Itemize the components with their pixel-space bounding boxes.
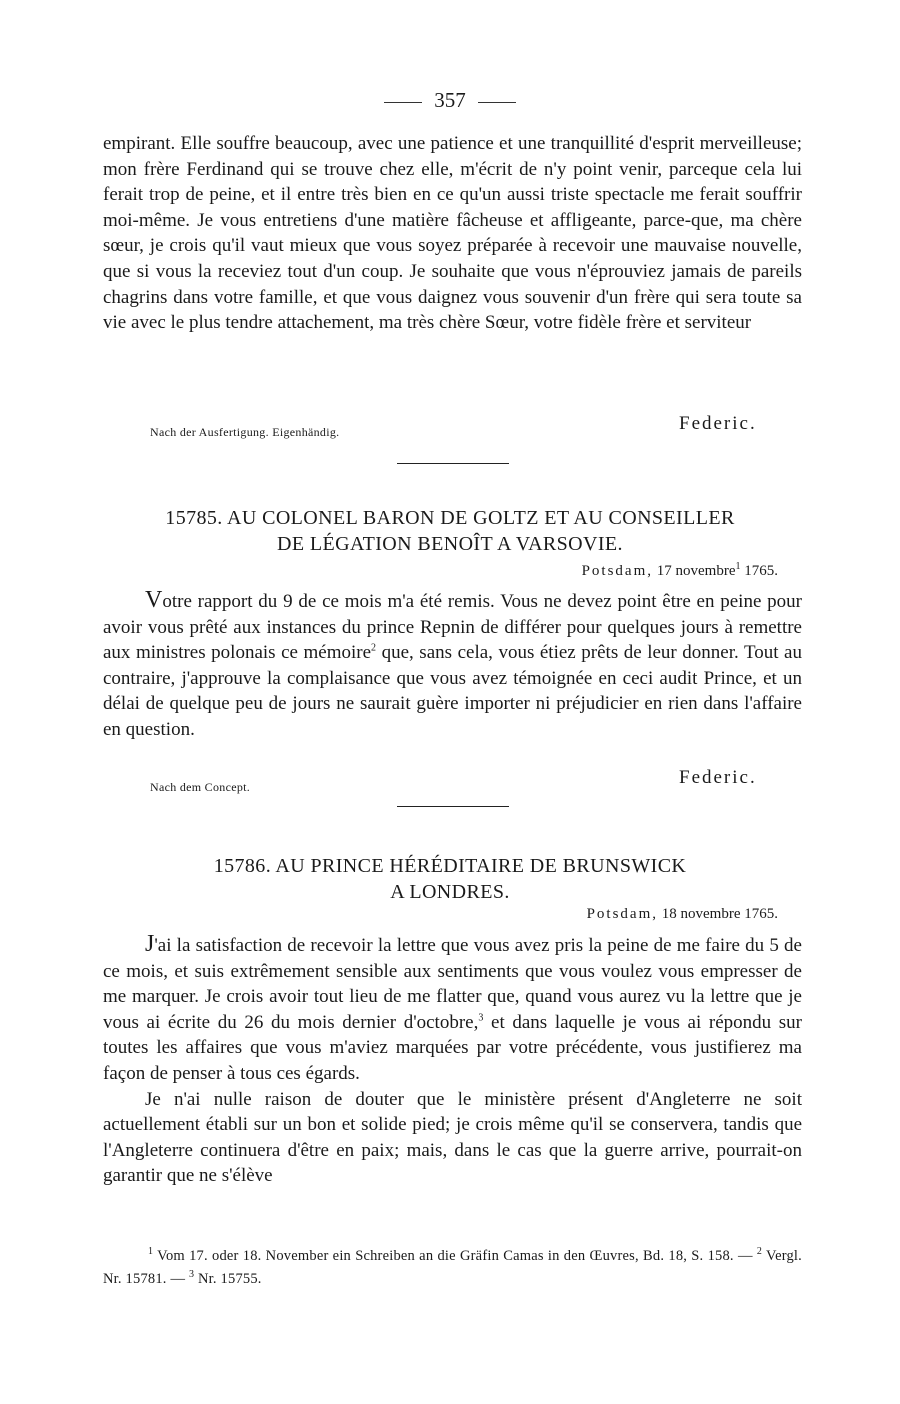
letter-15786-heading bbox=[0, 853, 900, 905]
letter-15786-para1-a: 'ai la satisfaction de recevoir la lettre que vous avez pris la peine de me faire du 5 de ce mois, et suis extrêmement sensible aux sentiments que vous voulez vous empresser de me marquer. Je crois avoir tout lieu de me flatter que, quand vous aurez vu la lettre que je vous ai écrite du 26 du mois dernier d'octobre, bbox=[103, 935, 802, 1033]
continuation-text: empirant. Elle souffre beaucoup, avec une patience et une tranquillité d'esprit merveilleuse; mon frère Ferdinand qui se trouve chez elle, m'écrit de n'y point venir, parceque cela lui ferait trop de peine, et il entre très bien en ce qu'un aussi triste spectacle me ferait souffrir moi-même. Je vous entretiens d'une matière fâcheuse et affligeante, parce-que, ma chère sœur, je crois qu'il vaut mieux que vous soyez préparée à recevoir une mauvaise nouvelle, que si vous la receviez tout d'un coup. Je souhaite que vous n'éprouviez jamais de pareils chagrins dans votre famille, et que vous daignez vous souvenir d'un frère qui sera toute sa vie avec le plus tendre attachement, ma très chère Sœur, votre fidèle frère et serviteur bbox=[103, 133, 802, 334]
letter-15786-date-place: Potsdam, bbox=[586, 906, 659, 922]
letter-15786-para1-b: et dans laquelle je vous ai répondu sur toutes les affaires que vous m'aviez marquées par votre précédente, vous justifierez ma façon de penser à tous ces égards. bbox=[103, 1011, 802, 1084]
letter-15786-dateline bbox=[587, 906, 778, 923]
section-divider bbox=[397, 806, 509, 807]
letter-15786-paragraph-2: Je n'ai nulle raison de douter que le ministère présent d'Angleterre ne soit actuellement établi sur un bon et solide pied; je crois même qu'il se conservera, tandis que l'Angleterre continuera d'être en paix; mais, dans le cas que la guerre arrive, pourrait-on garantir que ne s'élève bbox=[103, 1088, 802, 1187]
letter-15786-body bbox=[103, 932, 802, 1189]
letter-15785-date-place: Potsdam, bbox=[581, 563, 654, 579]
footnote-ref-2: 2 bbox=[371, 642, 377, 654]
page-number-text: 357 bbox=[434, 88, 466, 112]
letter-15785-source-note: Nach dem Concept. bbox=[150, 780, 251, 794]
page-number-dash-left bbox=[384, 102, 422, 103]
letter-15785-signature: Federic. bbox=[679, 767, 757, 788]
section-divider bbox=[397, 463, 509, 464]
letter-15786-date: 18 novembre 1765. bbox=[661, 906, 778, 922]
footnote-ref-3: 3 bbox=[478, 1012, 484, 1024]
letter-15785-heading-line2: DE LÉGATION BENOÎT A VARSOVIE. bbox=[277, 533, 623, 555]
letter-15785-body bbox=[103, 588, 802, 743]
letter-15785-paragraph bbox=[103, 588, 802, 743]
letter-15785-date-year: 1765. bbox=[744, 563, 778, 579]
footnotes bbox=[103, 1245, 802, 1291]
footnote-1: Vom 17. oder 18. November ein Schreiben an die Gräfin Camas in den Œuvres, Bd. 18, S. 158. — bbox=[153, 1248, 757, 1264]
page-number-dash-right bbox=[478, 102, 516, 103]
footnote-line bbox=[103, 1245, 802, 1291]
footnote-mark-1: 1 bbox=[148, 1246, 154, 1258]
footnote-mark-2: 2 bbox=[756, 1246, 763, 1258]
footnote-mark-3: 3 bbox=[188, 1269, 195, 1281]
letter-15786-dropcap: J bbox=[145, 931, 155, 957]
letter-15785-dropcap: V bbox=[145, 587, 163, 613]
letter-15785-dateline bbox=[582, 563, 778, 580]
letter-15786-heading-line1: 15786. AU PRINCE HÉRÉDITAIRE DE BRUNSWICK bbox=[213, 855, 687, 877]
letter-15785-text-b: que, sans cela, vous étiez prêts de leur donner. Tout au contraire, j'approuve la complaisance que vous avez témoignée en ceci audit Prince, et un délai de quelque peu de jours ne saurait guère importer ni préjudicier en rien dans l'affaire en question. bbox=[103, 642, 802, 740]
footnote-2: Vergl. Nr. 15781. — bbox=[103, 1248, 802, 1287]
letter-15786-paragraph-1 bbox=[103, 932, 802, 1087]
letter-15785-date: 17 novembre bbox=[656, 563, 736, 579]
letter-15785-heading bbox=[0, 505, 900, 557]
letter-15786-heading-line2: A LONDRES. bbox=[390, 881, 510, 903]
letter-15785-text-a: otre rapport du 9 de ce mois m'a été remis. Vous ne devez point être en peine pour avoir vous prêté aux instances du prince Repnin de différer pour quelques jours à remettre aux ministres polonais ce mémoire bbox=[103, 591, 802, 664]
page-number bbox=[0, 88, 900, 113]
continuation-paragraph bbox=[103, 131, 802, 336]
letter-15785-date-footnote-mark: 1 bbox=[735, 561, 741, 572]
continuation-source-note: Nach der Ausfertigung. Eigenhändig. bbox=[150, 425, 340, 439]
letter-15785-heading-line1: 15785. AU COLONEL BARON DE GOLTZ ET AU CONSEILLER bbox=[165, 507, 735, 529]
continuation-signature: Federic. bbox=[679, 413, 757, 434]
footnote-3: Nr. 15755. bbox=[194, 1271, 262, 1287]
